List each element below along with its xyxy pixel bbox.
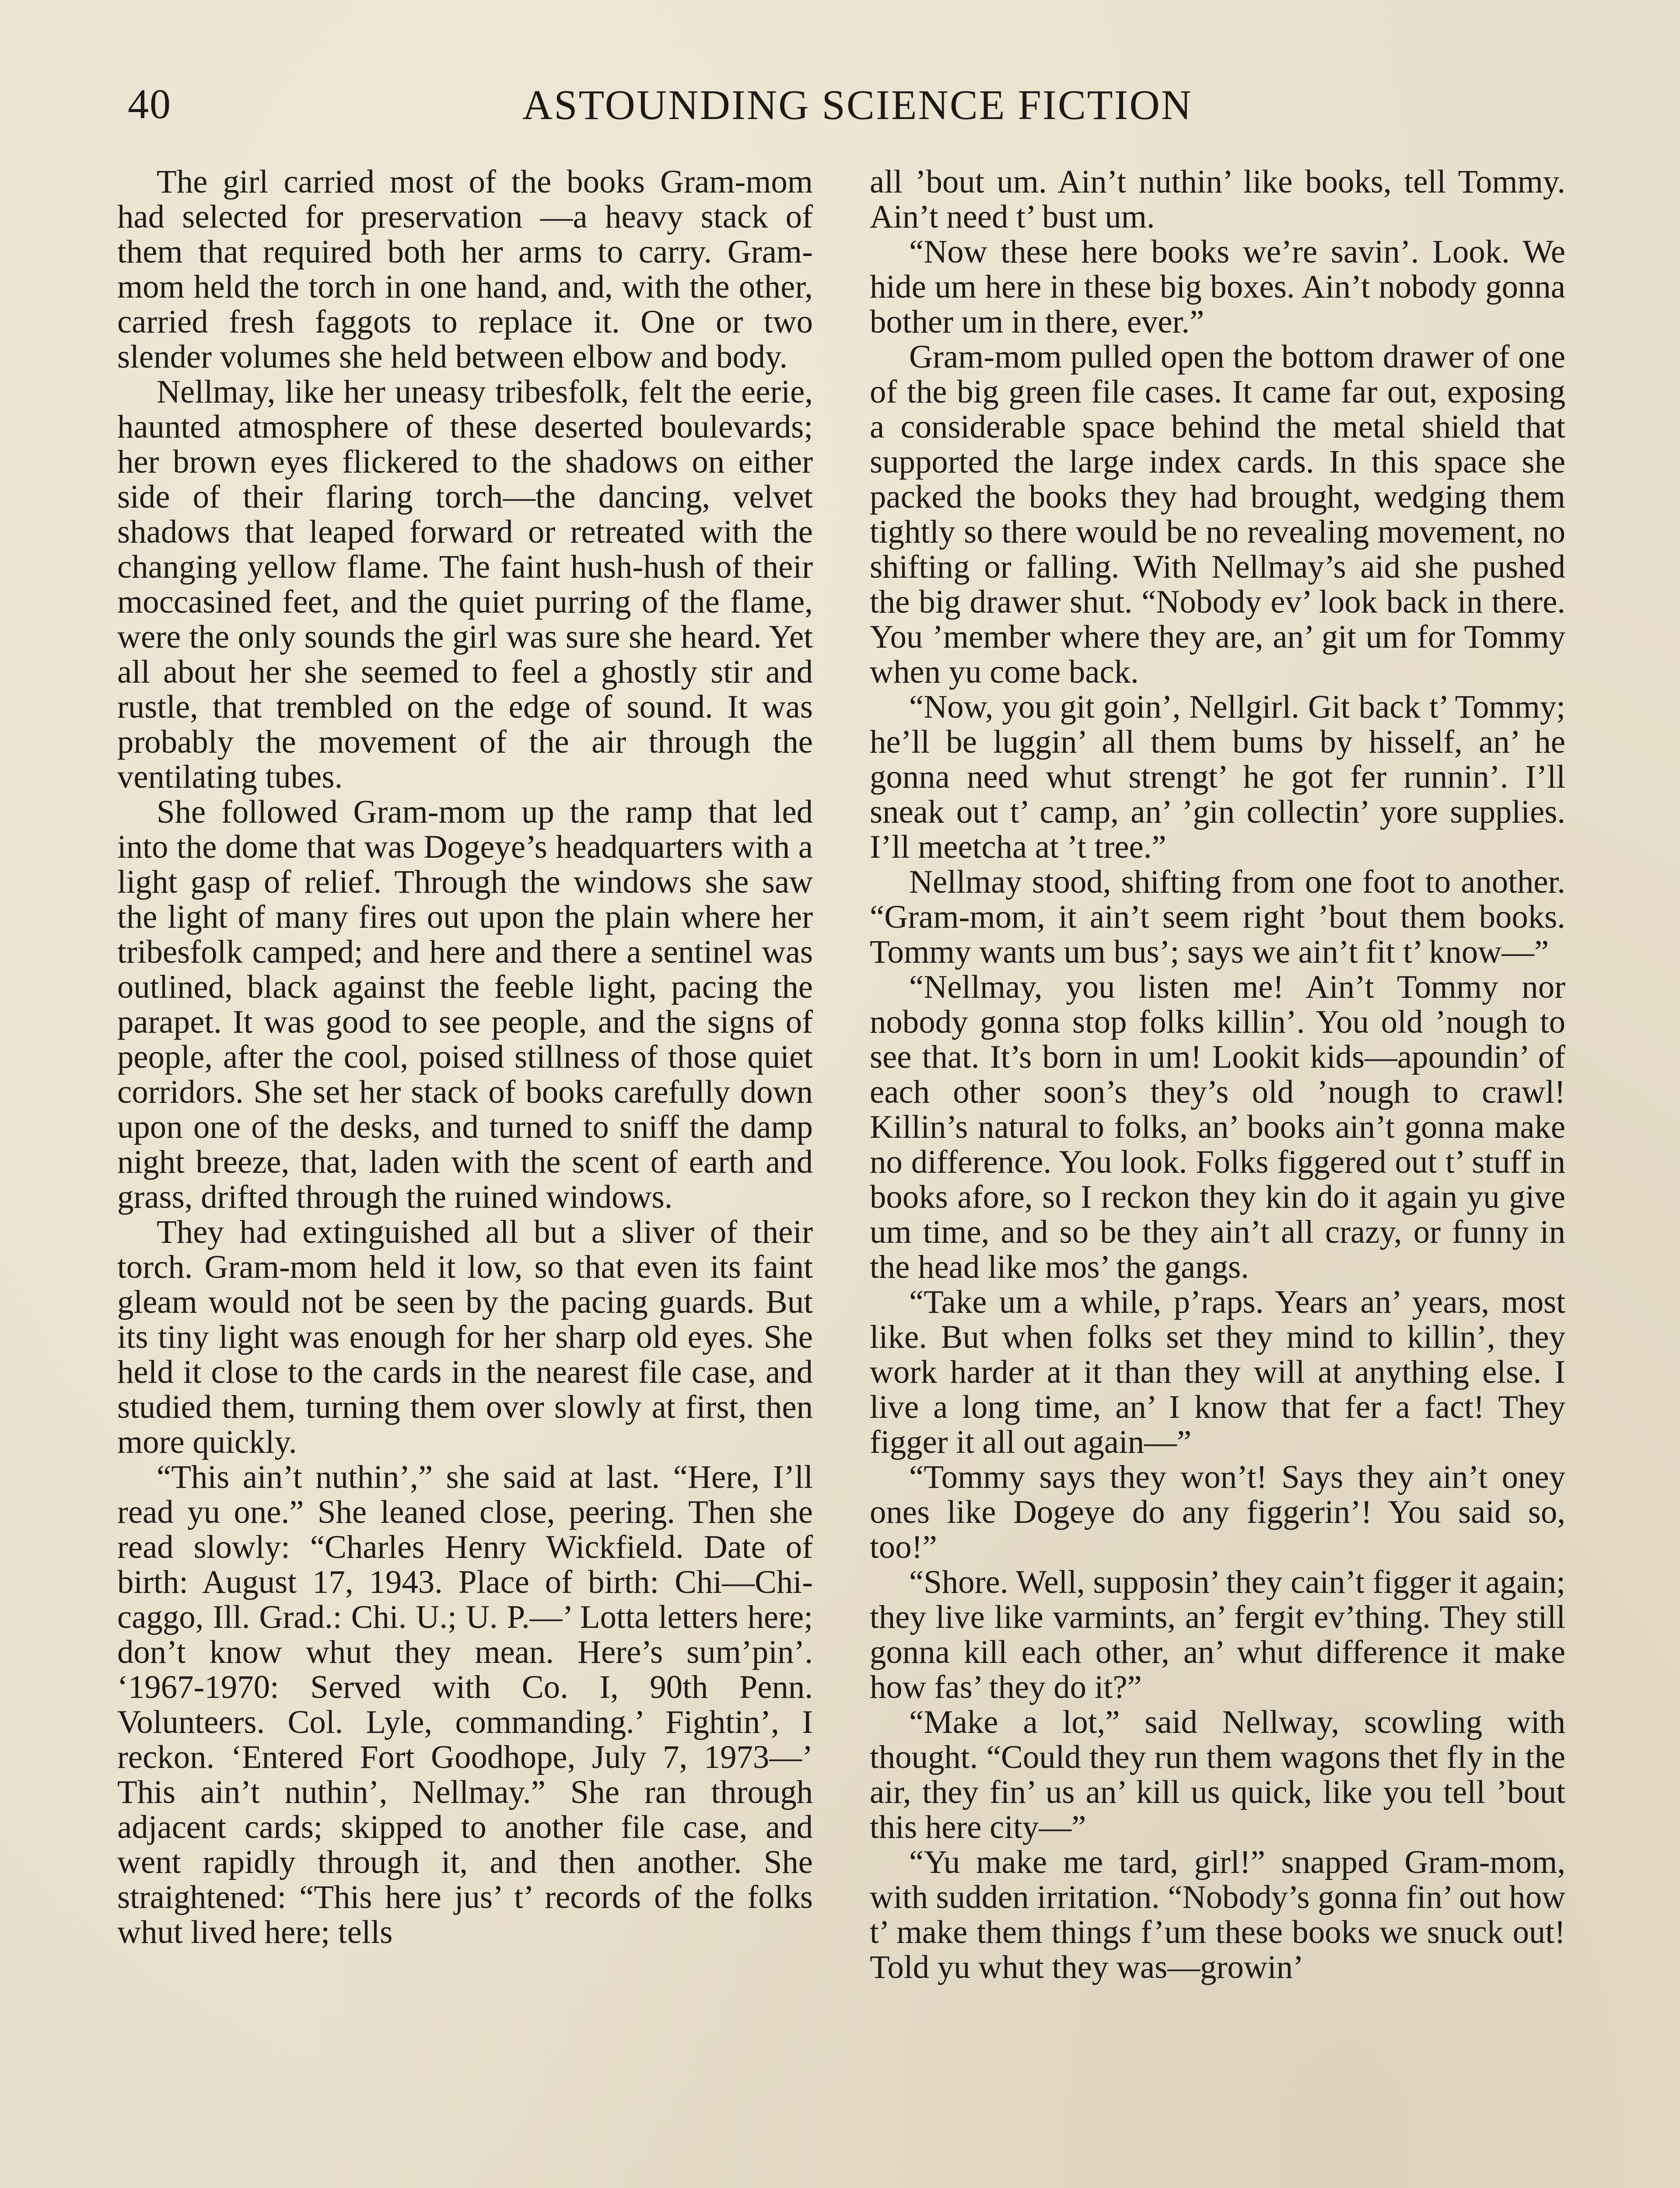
paragraph: “Shore. Well, supposin’ they cain’t figger it again; they live like varmints, an’ fergit ev’thing. They still gonna kill each other, an’ whut difference it make how fas’ they do it?”	[870, 1564, 1565, 1705]
paragraph: They had extinguished all but a sliver of their torch. Gram-mom held it low, so that even its faint gleam would not be seen by the pacing guards. But its tiny light was enough for her sharp old eyes. She held it close to the cards in the nearest file case, and studied them, turning them over slowly at first, then more quickly.	[117, 1214, 813, 1460]
text-column-right	[870, 165, 1565, 1985]
running-head: ASTOUNDING SCIENCE FICTION	[522, 81, 1193, 128]
page-number: 40	[128, 81, 172, 127]
paragraph: She followed Gram-mom up the ramp that led into the dome that was Dogeye’s headquarters with a light gasp of relief. Through the windows she saw the light of many fires out upon the plain where her tribesfolk camped; and here and there a sentinel was outlined, black against the feeble light, pacing the parapet. It was good to see people, and the signs of people, after the cool, poised stillness of those quiet corridors. She set her stack of books carefully down upon one of the desks, and turned to sniff the damp night breeze, that, laden with the scent of earth and grass, drifted through the ruined windows.	[117, 794, 813, 1215]
paragraph: “Take um a while, p’raps. Years an’ years, most like. But when folks set they mind to killin’, they work harder at it than they will at anything else. I live a long time, an’ I know that fer a fact! They figger it all out again—”	[870, 1284, 1565, 1460]
paragraph: “This ain’t nuthin’,” she said at last. “Here, I’ll read yu one.” She leaned close, peering. Then she read slowly: “Charles Henry Wickfield. Date of birth: August 17, 1943. Place of birth: Chi—Chi-caggo, Ill. Grad.: Chi. U.; U. P.—’ Lotta letters here; don’t know whut they mean. Here’s sum’pin’. ‘1967-1970: Served with Co. I, 90th Penn. Volunteers. Col. Lyle, commanding.’ Fightin’, I reckon. ‘Entered Fort Goodhope, July 7, 1973—’ This ain’t nuthin’, Nellmay.” She ran through adjacent cards; skipped to another file case, and went rapidly through it, and then another. She straightened: “This here jus’ t’ records of the folks whut lived here; tells	[117, 1459, 813, 1950]
paragraph: Nellmay stood, shifting from one foot to another. “Gram-mom, it ain’t seem right ’bout them books. Tommy wants um bus’; says we ain’t fit t’ know—”	[870, 864, 1565, 970]
paragraph: “Now these here books we’re savin’. Look. We hide um here in these big boxes. Ain’t nobody gonna bother um in there, ever.”	[870, 234, 1565, 340]
paragraph: The girl carried most of the books Gram-mom had selected for preservation —a heavy stack of them that required both her arms to carry. Gram-mom held the torch in one hand, and, with the other, carried fresh faggots to replace it. One or two slender volumes she held between elbow and body.	[117, 164, 813, 375]
paragraph: Gram-mom pulled open the bottom drawer of one of the big green file cases. It came far out, exposing a considerable space behind the metal shield that supported the large index cards. In this space she packed the books they had brought, wedging them tightly so there would be no revealing movement, no shifting or falling. With Nellmay’s aid she pushed the big drawer shut. “Nobody ev’ look back in there. You ’member where they are, an’ git um for Tommy when yu come back.	[870, 339, 1565, 690]
paragraph-continued: all ’bout um. Ain’t nuthin’ like books, tell Tommy. Ain’t need t’ bust um.	[870, 164, 1565, 235]
paragraph: “Tommy says they won’t! Says they ain’t oney ones like Dogeye do any figgerin’! You said so, too!”	[870, 1459, 1565, 1565]
paragraph: Nellmay, like her uneasy tribesfolk, felt the eerie, haunted atmosphere of these deserted boulevards; her brown eyes flickered to the shadows on either side of their flaring torch—the dancing, velvet shadows that leaped forward or retreated with the changing yellow flame. The faint hush-hush of their moccasined feet, and the quiet purring of the flame, were the only sounds the girl was sure she heard. Yet all about her she seemed to feel a ghostly stir and rustle, that trembled on the edge of sound. It was probably the movement of the air through the ventilating tubes.	[117, 374, 813, 795]
text-column-left	[117, 165, 813, 1950]
paragraph: “Now, you git goin’, Nellgirl. Git back t’ Tommy; he’ll be luggin’ all them bums by hisself, an’ he gonna need whut strengt’ he got fer runnin’. I’ll sneak out t’ camp, an’ ’gin collectin’ yore supplies. I’ll meetcha at ’t tree.”	[870, 689, 1565, 865]
paragraph: “Nellmay, you listen me! Ain’t Tommy nor nobody gonna stop folks killin’. You old ’nough to see that. It’s born in um! Lookit kids—apoundin’ of each other soon’s they’s old ’nough to crawl! Killin’s natural to folks, an’ books ain’t gonna make no difference. You look. Folks figgered out t’ stuff in books afore, so I reckon they kin do it again yu give um time, and so be they ain’t all crazy, or funny in the head like mos’ the gangs.	[870, 969, 1565, 1285]
paragraph: “Yu make me tard, girl!” snapped Gram-mom, with sudden irritation. “Nobody’s gonna fin’ out how t’ make them things f’um these books we snuck out! Told yu whut they was—growin’	[870, 1844, 1565, 1985]
paragraph: “Make a lot,” said Nellway, scowling with thought. “Could they run them wagons thet fly in the air, they fin’ us an’ kill us quick, like you tell ’bout this here city—”	[870, 1704, 1565, 1845]
